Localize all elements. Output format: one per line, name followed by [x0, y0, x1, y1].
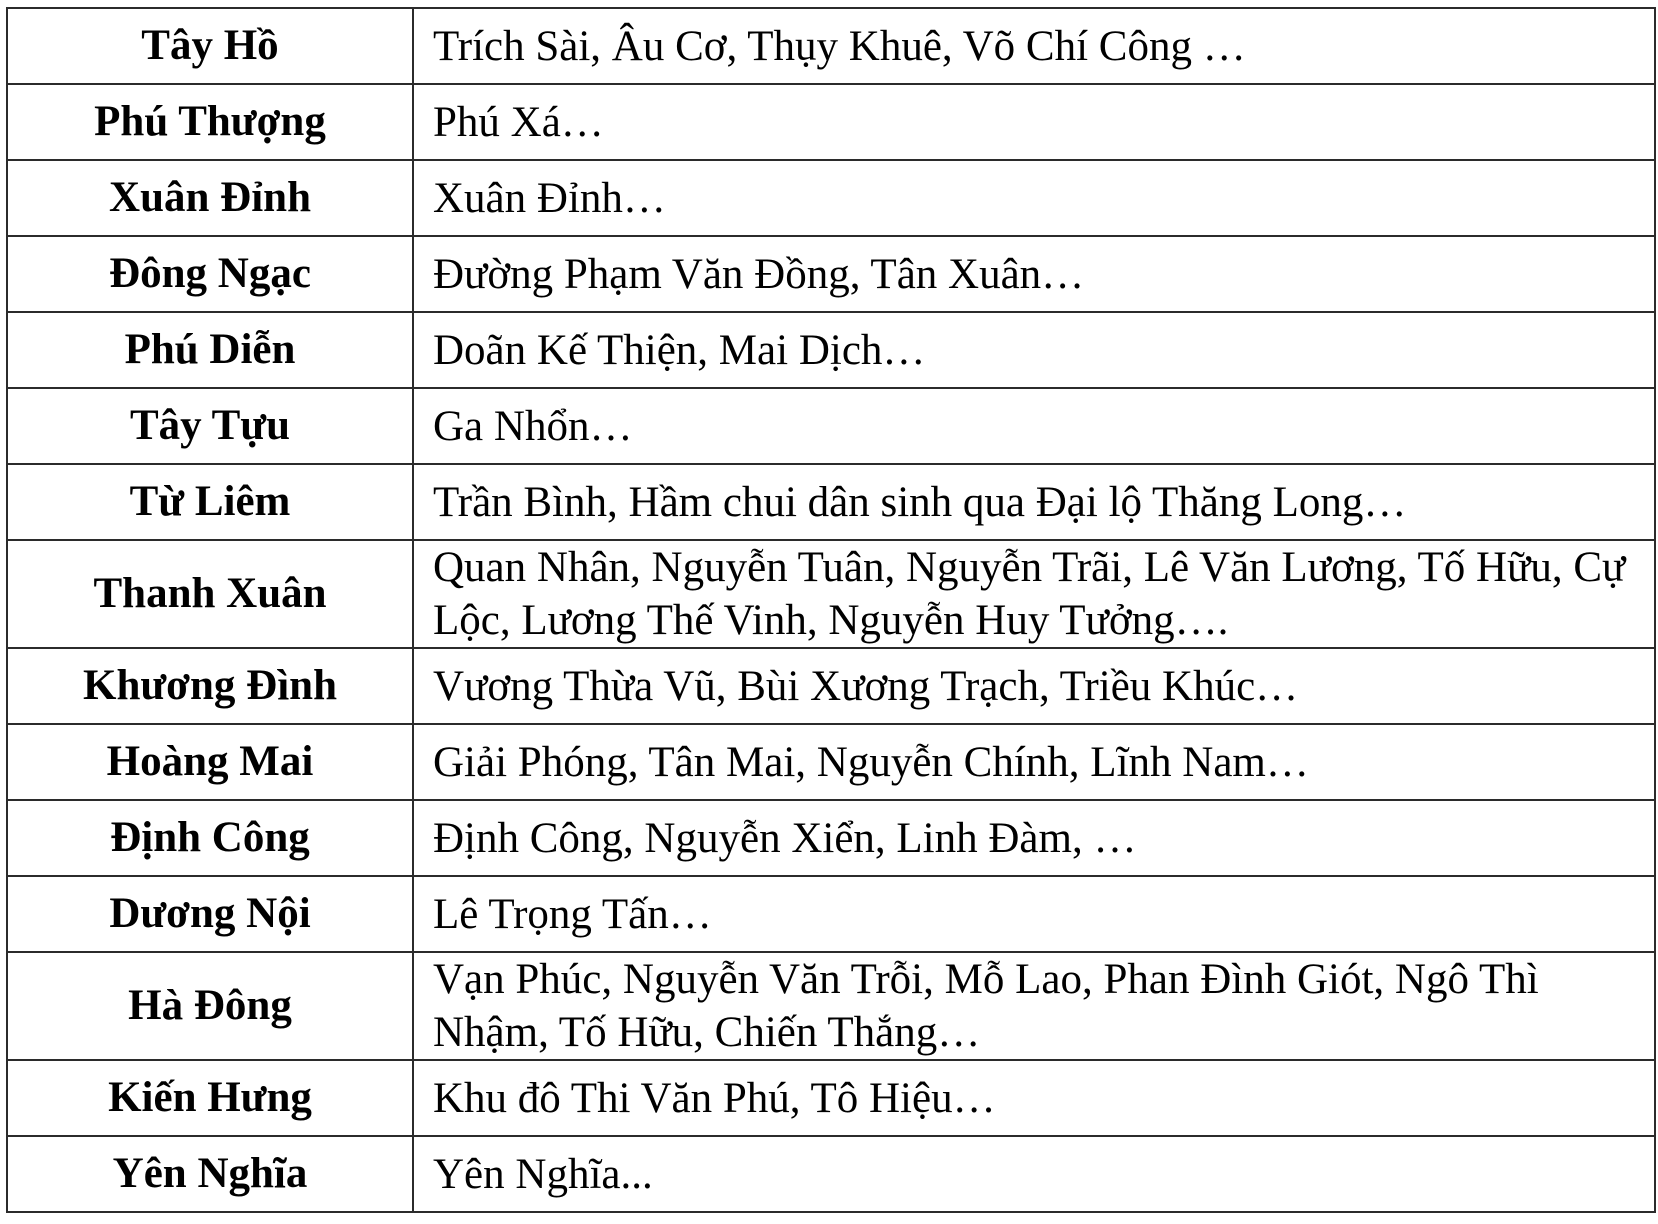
ward-name-cell: Định Công — [7, 800, 413, 876]
ward-name-cell: Tây Hồ — [7, 8, 413, 84]
table-row — [7, 1136, 1655, 1212]
streets-cell: Định Công, Nguyễn Xiển, Linh Đàm, … — [413, 800, 1655, 876]
ward-name-cell: Hà Đông — [7, 952, 413, 1060]
table-row — [7, 724, 1655, 800]
ward-name-cell: Dương Nội — [7, 876, 413, 952]
table-row — [7, 1060, 1655, 1136]
table-row — [7, 876, 1655, 952]
streets-cell: Đường Phạm Văn Đồng, Tân Xuân… — [413, 236, 1655, 312]
table-row — [7, 236, 1655, 312]
ward-street-table — [6, 7, 1656, 1213]
streets-cell: Vạn Phúc, Nguyễn Văn Trỗi, Mỗ Lao, Phan Đình Giót, Ngô Thì Nhậm, Tố Hữu, Chiến Thắng… — [413, 952, 1655, 1060]
ward-name-cell: Kiến Hưng — [7, 1060, 413, 1136]
ward-name-cell: Phú Thượng — [7, 84, 413, 160]
ward-name-cell: Đông Ngạc — [7, 236, 413, 312]
table-row — [7, 540, 1655, 648]
ward-name-cell: Khương Đình — [7, 648, 413, 724]
ward-name-cell: Thanh Xuân — [7, 540, 413, 648]
streets-cell: Giải Phóng, Tân Mai, Nguyễn Chính, Lĩnh Nam… — [413, 724, 1655, 800]
table-row — [7, 388, 1655, 464]
table-row — [7, 800, 1655, 876]
table-row — [7, 648, 1655, 724]
table-row — [7, 952, 1655, 1060]
ward-name-cell: Tây Tựu — [7, 388, 413, 464]
streets-cell: Phú Xá… — [413, 84, 1655, 160]
streets-cell: Doãn Kế Thiện, Mai Dịch… — [413, 312, 1655, 388]
ward-name-cell: Từ Liêm — [7, 464, 413, 540]
streets-cell: Ga Nhổn… — [413, 388, 1655, 464]
ward-name-cell: Hoàng Mai — [7, 724, 413, 800]
table-row — [7, 8, 1655, 84]
ward-name-cell: Yên Nghĩa — [7, 1136, 413, 1212]
streets-cell: Vương Thừa Vũ, Bùi Xương Trạch, Triều Khúc… — [413, 648, 1655, 724]
streets-cell: Trích Sài, Âu Cơ, Thụy Khuê, Võ Chí Công … — [413, 8, 1655, 84]
streets-cell: Xuân Đỉnh… — [413, 160, 1655, 236]
streets-cell: Khu đô Thi Văn Phú, Tô Hiệu… — [413, 1060, 1655, 1136]
ward-name-cell: Xuân Đỉnh — [7, 160, 413, 236]
table-row — [7, 84, 1655, 160]
streets-cell: Trần Bình, Hầm chui dân sinh qua Đại lộ Thăng Long… — [413, 464, 1655, 540]
streets-cell: Yên Nghĩa... — [413, 1136, 1655, 1212]
table-row — [7, 312, 1655, 388]
streets-cell: Lê Trọng Tấn… — [413, 876, 1655, 952]
table-row — [7, 464, 1655, 540]
table-row — [7, 160, 1655, 236]
ward-name-cell: Phú Diễn — [7, 312, 413, 388]
streets-cell: Quan Nhân, Nguyễn Tuân, Nguyễn Trãi, Lê Văn Lương, Tố Hữu, Cự Lộc, Lương Thế Vinh, Nguyễn Huy Tưởng…. — [413, 540, 1655, 648]
table-body — [7, 8, 1655, 1212]
